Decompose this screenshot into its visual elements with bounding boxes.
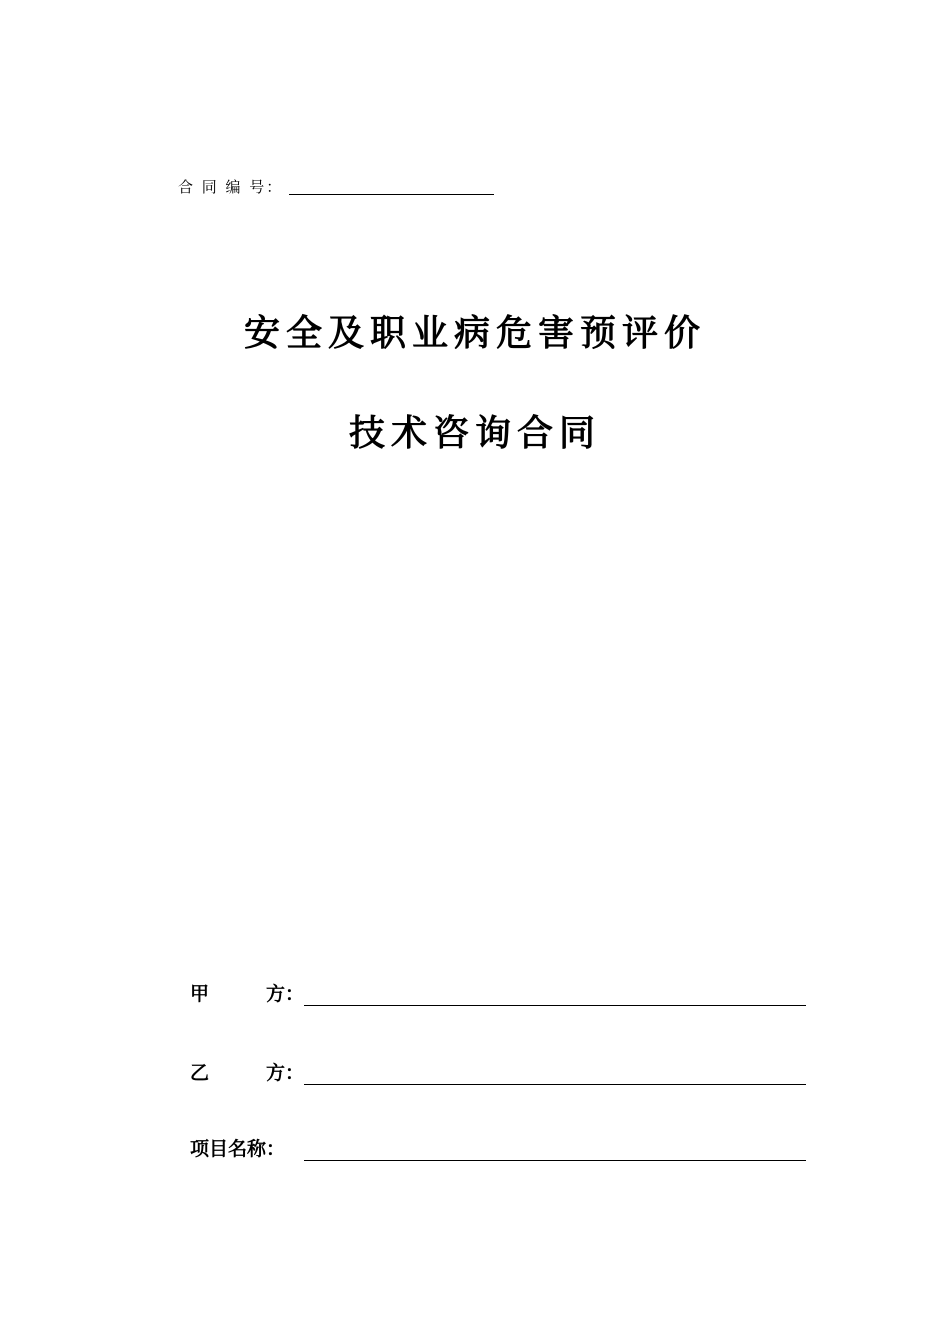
project-name-label: 项目名称： [190,1138,286,1160]
document-title-line-1: 安全及职业病危害预评价 [243,313,706,354]
project-name-field [190,1133,806,1161]
party-a-label-left: 甲 [190,983,210,1005]
party-a-label-right: 方： [265,983,304,1005]
document-title-line-2: 技术咨询合同 [348,413,601,454]
contract-number-blank[interactable] [289,176,494,195]
party-a-field [190,978,806,1006]
contract-number-label: 合 同 编 号： [178,178,284,196]
party-b-field [190,1057,806,1085]
party-b-label-left: 乙 [190,1062,210,1084]
party-a-label [190,982,304,1006]
contract-number-field [178,176,494,197]
party-b-label-right: 方： [265,1062,304,1084]
party-b-label [190,1061,304,1085]
party-a-blank[interactable] [304,983,806,1006]
party-b-blank[interactable] [304,1062,806,1085]
project-name-blank[interactable] [304,1138,806,1161]
